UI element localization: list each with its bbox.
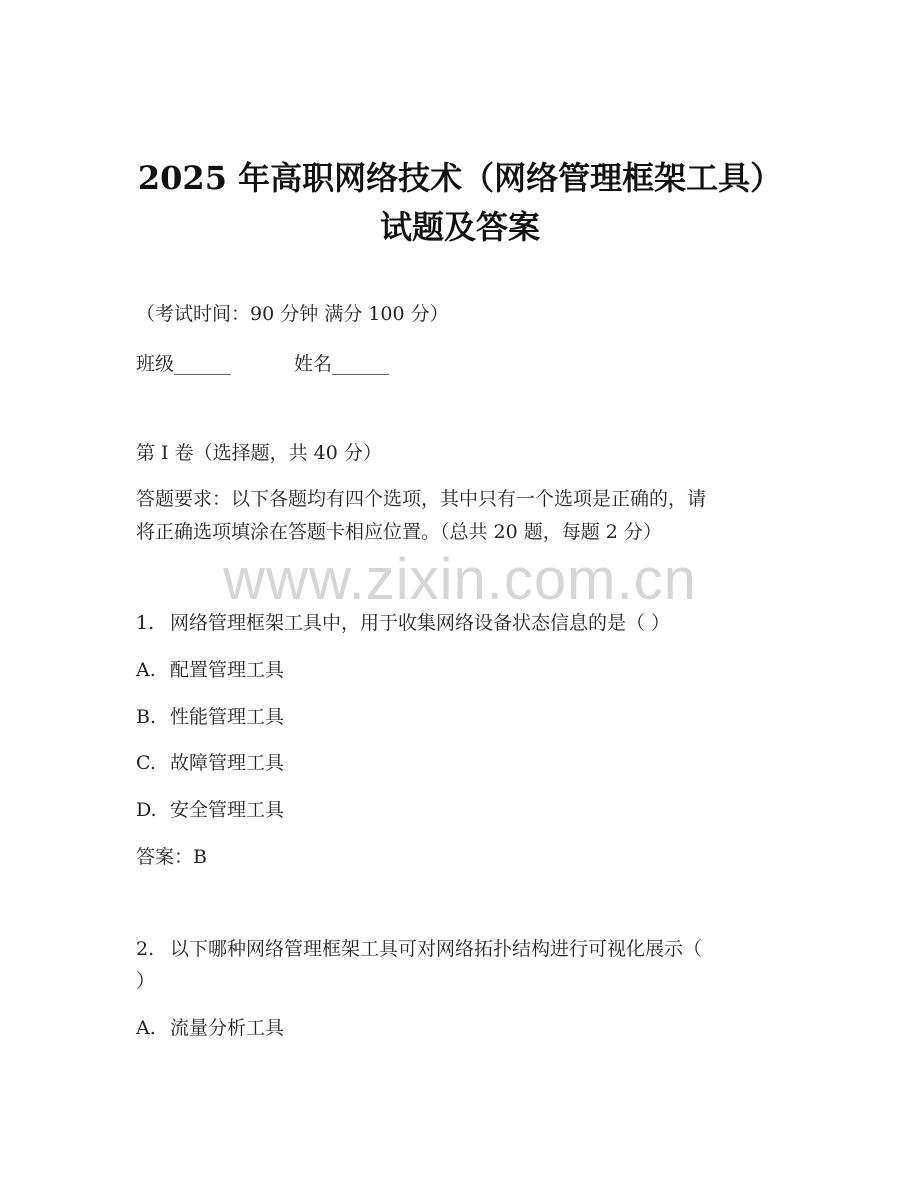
question-1-option-b [136,705,284,729]
question-2-stem [136,937,702,961]
question-number: 2. [136,938,155,960]
option-letter: D. [136,799,157,821]
option-text: 安全管理工具 [170,799,285,821]
option-text: 流量分析工具 [170,1017,285,1039]
page-title-line1: 2025 年高职网络技术（网络管理框架工具） [137,159,783,197]
section-title: 第 I 卷（选择题，共 40 分） [136,442,382,464]
watermark: www.zixin.com.cn [223,547,697,612]
option-letter: B. [136,706,157,728]
exam-info: （考试时间：90 分钟 满分 100 分） [136,303,449,325]
page-title-line2: 试题及答案 [379,208,540,246]
question-1-option-c [136,751,284,775]
question-text: 网络管理框架工具中，用于收集网络设备状态信息的是（ ） [170,612,671,634]
instruction-line-1: 答题要求：以下各题均有四个选项，其中只有一个选项是正确的，请 [136,488,707,510]
question-1-stem [136,611,670,635]
question-1-option-d [136,798,284,822]
question-text: 以下哪种网络管理框架工具可对网络拓扑结构进行可视化展示（ [170,938,703,960]
option-text: 故障管理工具 [170,752,285,774]
option-text: 性能管理工具 [170,706,285,728]
question-2-stem-continuation: ） [136,970,156,992]
option-text: 配置管理工具 [170,659,285,681]
question-1-option-a [136,658,284,682]
class-field: 班级______ [136,353,232,375]
question-number: 1. [136,612,155,634]
question-1-answer: 答案：B [136,846,207,868]
name-field: 姓名______ [294,353,390,375]
option-letter: C. [136,752,156,774]
option-letter: A. [136,1017,156,1039]
option-letter: A. [136,659,156,681]
instruction-line-2: 将正确选项填涂在答题卡相应位置。（总共 20 题，每题 2 分） [136,521,662,543]
question-2-option-a [136,1016,284,1040]
